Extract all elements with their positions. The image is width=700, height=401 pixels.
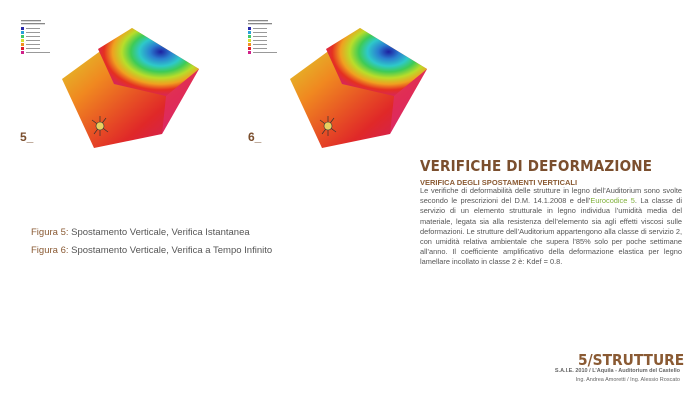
caption-label: Figura 6: — [31, 245, 69, 256]
caption-label: Figura 5: — [31, 227, 69, 238]
color-legend — [248, 18, 286, 58]
chapter-title: 5/STRUTTURE — [578, 351, 685, 369]
body-paragraph — [420, 186, 682, 268]
section-heading: VERIFICHE DI DEFORMAZIONE — [420, 157, 653, 175]
figure-5 — [14, 14, 214, 149]
figure-5-number: 5_ — [20, 130, 34, 144]
deformation-plot — [54, 24, 214, 149]
footer-project: S.A.I.E. 2010 / L’Aquila - Auditorium del Castello — [554, 368, 680, 374]
caption-text: Spostamento Verticale, Verifica Istantanea — [68, 227, 250, 238]
body-text-end: . La classe di servizio di un elemento strutturale in legno individua l’umidità media del materiale, legata sia alla resistenza dell’elemento sia agli effetti viscosi sulle deformazioni. Le strutture dell’Auditorium appartengono alla classe di servizio 2, con umidità relativa ambientale che supera l’85% solo per poche settimane all’anno. Il coefficiente amplificativo della deformazione elastica per legno lamellare incollato in classe 2 è: Kdef = 0.8. — [420, 196, 683, 267]
caption-figure-6 — [31, 245, 272, 256]
body-text-start: Le verifiche di deformabilità delle strutture in legno dell’Auditorium sono svolte secondo le prescrizioni del D.M. 14.1.2008 e dell’ — [420, 186, 682, 206]
figure-6-number: 6_ — [248, 130, 262, 144]
section-subheading: VERIFICA DEGLI SPOSTAMENTI VERTICALI — [420, 178, 578, 187]
deformation-plot — [282, 24, 442, 149]
caption-text: Spostamento Verticale, Verifica a Tempo Infinito — [68, 245, 273, 256]
figure-6 — [242, 14, 442, 149]
footer-authors: Ing. Andrea Amoretti / Ing. Alessio Roscato — [575, 377, 680, 383]
caption-figure-5 — [31, 227, 250, 238]
eurocode-reference: Eurocodice 5 — [590, 196, 635, 206]
